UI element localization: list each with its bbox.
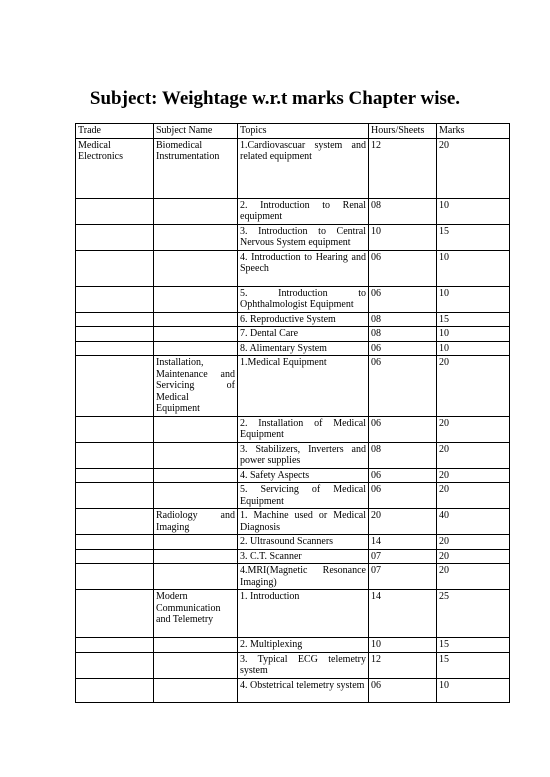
cell-marks: 20	[437, 442, 510, 468]
cell-trade	[76, 468, 154, 483]
cell-hours: 07	[369, 564, 437, 590]
table-row	[76, 312, 510, 327]
table-row	[76, 327, 510, 342]
cell-subject-name	[154, 549, 238, 564]
cell-subject-name	[154, 468, 238, 483]
cell-marks: 20	[437, 564, 510, 590]
cell-topic: 4. Safety Aspects	[238, 468, 369, 483]
cell-trade	[76, 564, 154, 590]
cell-subject-name	[154, 652, 238, 678]
table-header-row	[76, 124, 510, 139]
cell-marks: 10	[437, 250, 510, 286]
table-row	[76, 652, 510, 678]
cell-subject-name	[154, 286, 238, 312]
cell-subject-name	[154, 483, 238, 509]
cell-topic: 3. C.T. Scanner	[238, 549, 369, 564]
cell-topic: 4. Introduction to Hearing and Speech	[238, 250, 369, 286]
cell-subject-name: Installation, Maintenance and Servicing of Medical Equipment	[154, 356, 238, 417]
cell-hours: 06	[369, 416, 437, 442]
cell-trade	[76, 341, 154, 356]
cell-hours: 10	[369, 638, 437, 653]
cell-hours: 06	[369, 678, 437, 702]
cell-trade	[76, 442, 154, 468]
cell-marks: 15	[437, 652, 510, 678]
cell-topic: 4. Obstetrical telemetry system	[238, 678, 369, 702]
table-row	[76, 509, 510, 535]
cell-trade	[76, 224, 154, 250]
cell-topic: 1. Machine used or Medical Diagnosis	[238, 509, 369, 535]
cell-topic: 5. Servicing of Medical Equipment	[238, 483, 369, 509]
cell-hours: 08	[369, 198, 437, 224]
cell-trade	[76, 652, 154, 678]
cell-hours: 12	[369, 138, 437, 198]
cell-marks: 20	[437, 138, 510, 198]
cell-trade	[76, 327, 154, 342]
cell-trade	[76, 250, 154, 286]
cell-marks: 10	[437, 678, 510, 702]
table-row	[76, 535, 510, 550]
cell-marks: 25	[437, 590, 510, 638]
cell-topic: 1.Cardiovascuar system and related equipment	[238, 138, 369, 198]
table-row	[76, 590, 510, 638]
cell-trade	[76, 483, 154, 509]
table-body	[76, 138, 510, 702]
cell-topic: 1. Introduction	[238, 590, 369, 638]
cell-marks: 20	[437, 356, 510, 417]
cell-topic: 3. Introduction to Central Nervous System equipment	[238, 224, 369, 250]
page-title: Subject: Weightage w.r.t marks Chapter wise.	[89, 88, 461, 109]
table-row	[76, 416, 510, 442]
table-row	[76, 198, 510, 224]
header-marks: Marks	[437, 124, 510, 139]
cell-subject-name	[154, 327, 238, 342]
header-subject-name: Subject Name	[154, 124, 238, 139]
cell-hours: 12	[369, 652, 437, 678]
cell-topic: 5. Introduction to Ophthalmologist Equipment	[238, 286, 369, 312]
cell-subject-name	[154, 224, 238, 250]
cell-topic: 7. Dental Care	[238, 327, 369, 342]
cell-topic: 2. Introduction to Renal equipment	[238, 198, 369, 224]
cell-topic: 1.Medical Equipment	[238, 356, 369, 417]
cell-topic: 6. Reproductive System	[238, 312, 369, 327]
cell-subject-name	[154, 198, 238, 224]
cell-hours: 14	[369, 535, 437, 550]
table-row	[76, 483, 510, 509]
cell-marks: 10	[437, 286, 510, 312]
cell-trade	[76, 198, 154, 224]
cell-trade	[76, 416, 154, 442]
cell-trade	[76, 549, 154, 564]
table-row	[76, 678, 510, 702]
cell-marks: 20	[437, 549, 510, 564]
cell-subject-name	[154, 341, 238, 356]
cell-hours: 06	[369, 341, 437, 356]
cell-trade	[76, 638, 154, 653]
cell-subject-name: Biomedical Instrumentation	[154, 138, 238, 198]
table-row	[76, 442, 510, 468]
table-row	[76, 549, 510, 564]
cell-trade	[76, 590, 154, 638]
cell-marks: 15	[437, 312, 510, 327]
cell-hours: 20	[369, 509, 437, 535]
cell-subject-name	[154, 312, 238, 327]
cell-hours: 06	[369, 468, 437, 483]
table-row	[76, 138, 510, 198]
table-row	[76, 638, 510, 653]
cell-marks: 20	[437, 535, 510, 550]
cell-hours: 08	[369, 327, 437, 342]
table-row	[76, 250, 510, 286]
cell-hours: 08	[369, 442, 437, 468]
cell-hours: 06	[369, 250, 437, 286]
cell-trade	[76, 312, 154, 327]
cell-topic: 4.MRI(Magnetic Resonance Imaging)	[238, 564, 369, 590]
header-hours-sheets: Hours/Sheets	[369, 124, 437, 139]
table-row	[76, 286, 510, 312]
cell-trade: Medical Electronics	[76, 138, 154, 198]
cell-subject-name	[154, 416, 238, 442]
cell-marks: 20	[437, 483, 510, 509]
cell-marks: 10	[437, 341, 510, 356]
cell-marks: 15	[437, 224, 510, 250]
table-row	[76, 564, 510, 590]
cell-subject-name: Modern Communication and Telemetry	[154, 590, 238, 638]
cell-marks: 10	[437, 198, 510, 224]
cell-hours: 10	[369, 224, 437, 250]
table-row	[76, 224, 510, 250]
cell-subject-name	[154, 638, 238, 653]
cell-hours: 06	[369, 286, 437, 312]
table-row	[76, 356, 510, 417]
weightage-table	[75, 123, 510, 703]
cell-hours: 14	[369, 590, 437, 638]
cell-marks: 15	[437, 638, 510, 653]
table-row	[76, 468, 510, 483]
cell-hours: 06	[369, 356, 437, 417]
cell-topic: 2. Installation of Medical Equipment	[238, 416, 369, 442]
cell-trade	[76, 286, 154, 312]
cell-marks: 20	[437, 416, 510, 442]
cell-trade	[76, 356, 154, 417]
cell-topic: 2. Multiplexing	[238, 638, 369, 653]
cell-topic: 3. Stabilizers, Inverters and power supplies	[238, 442, 369, 468]
header-trade: Trade	[76, 124, 154, 139]
cell-trade	[76, 535, 154, 550]
cell-hours: 06	[369, 483, 437, 509]
cell-marks: 20	[437, 468, 510, 483]
cell-trade	[76, 509, 154, 535]
cell-topic: 2. Ultrasound Scanners	[238, 535, 369, 550]
cell-topic: 8. Alimentary System	[238, 341, 369, 356]
cell-subject-name: Radiology and Imaging	[154, 509, 238, 535]
cell-trade	[76, 678, 154, 702]
cell-subject-name	[154, 564, 238, 590]
cell-subject-name	[154, 678, 238, 702]
cell-subject-name	[154, 442, 238, 468]
cell-subject-name	[154, 250, 238, 286]
table-row	[76, 341, 510, 356]
cell-marks: 10	[437, 327, 510, 342]
cell-subject-name	[154, 535, 238, 550]
cell-hours: 08	[369, 312, 437, 327]
cell-topic: 3. Typical ECG telemetry system	[238, 652, 369, 678]
header-topics: Topics	[238, 124, 369, 139]
cell-hours: 07	[369, 549, 437, 564]
cell-marks: 40	[437, 509, 510, 535]
